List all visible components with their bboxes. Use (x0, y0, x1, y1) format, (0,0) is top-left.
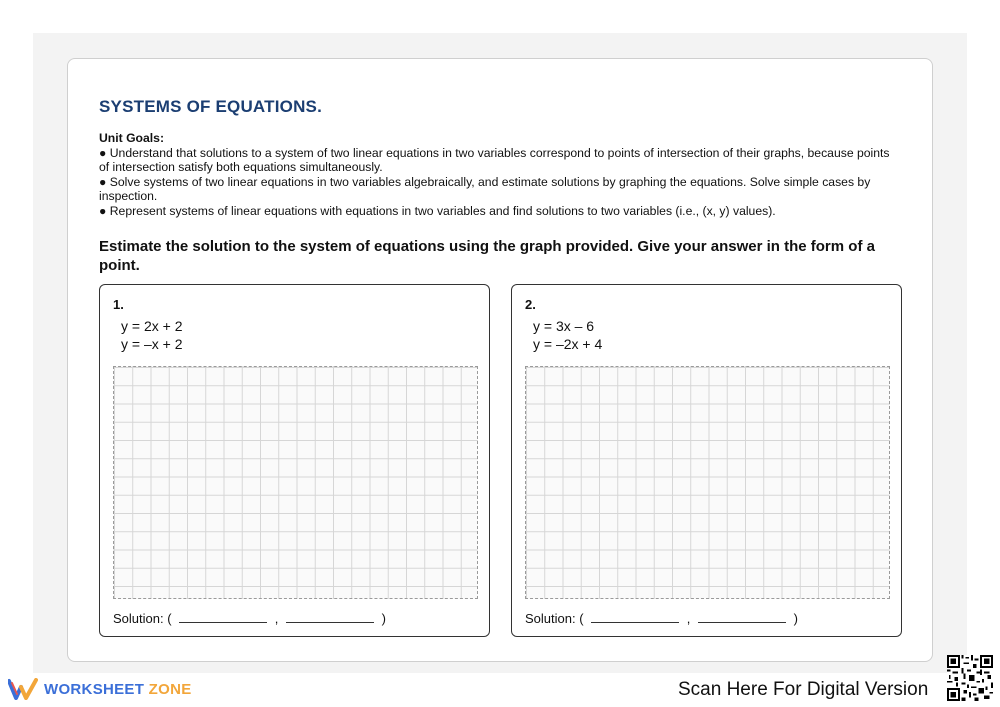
problem-box-1 (99, 284, 490, 637)
solution-line (525, 611, 798, 626)
instruction: Estimate the solution to the system of equations using the graph provided. Give your answer in the form of a point. (99, 238, 875, 274)
logo-w-icon (8, 678, 38, 700)
solution-label: Solution: ( (113, 611, 172, 626)
brand-name (44, 681, 192, 698)
worksheetzone-logo[interactable] (8, 678, 192, 700)
equation-1: y = 2x + 2 (121, 318, 183, 334)
goal-item: ● Solve systems of two linear equations in two variables algebraically, and estimate solutions by graphing the equations. Solve simple cases by inspection. (99, 174, 871, 204)
graph-grid[interactable] (525, 366, 890, 599)
goal-item: ● Understand that solutions to a system of two linear equations in two variables correspond to points of intersection of their graphs, because points of intersection satisfy both equations simultaneously. (99, 145, 890, 175)
brand-part-2: ZONE (148, 680, 192, 698)
solution-label: Solution: ( (525, 611, 584, 626)
solution-line (113, 611, 386, 626)
qr-code-icon[interactable] (947, 655, 993, 701)
unit-goals (99, 131, 899, 219)
problem-box-2 (511, 284, 902, 637)
brand-part-1: WORKSHEET (44, 680, 145, 698)
x-answer-blank[interactable] (591, 612, 679, 623)
problem-number: 1. (113, 297, 124, 312)
goals-heading: Unit Goals: (99, 131, 165, 145)
close-paren: ) (381, 611, 387, 626)
equation-2: y = –x + 2 (121, 336, 183, 352)
comma: , (274, 611, 279, 626)
x-answer-blank[interactable] (179, 612, 267, 623)
y-answer-blank[interactable] (286, 612, 374, 623)
problem-number: 2. (525, 297, 536, 312)
equation-2: y = –2x + 4 (533, 336, 603, 352)
worksheet-title: SYSTEMS OF EQUATIONS. (99, 97, 323, 116)
goal-item: ● Represent systems of linear equations with equations in two variables and find solutions to two variables (i.e., (x, y) values). (99, 203, 776, 218)
graph-grid[interactable] (113, 366, 478, 599)
comma: , (686, 611, 691, 626)
y-answer-blank[interactable] (698, 612, 786, 623)
equation-1: y = 3x – 6 (533, 318, 595, 334)
scan-text: Scan Here For Digital Version (678, 679, 929, 700)
close-paren: ) (793, 611, 799, 626)
